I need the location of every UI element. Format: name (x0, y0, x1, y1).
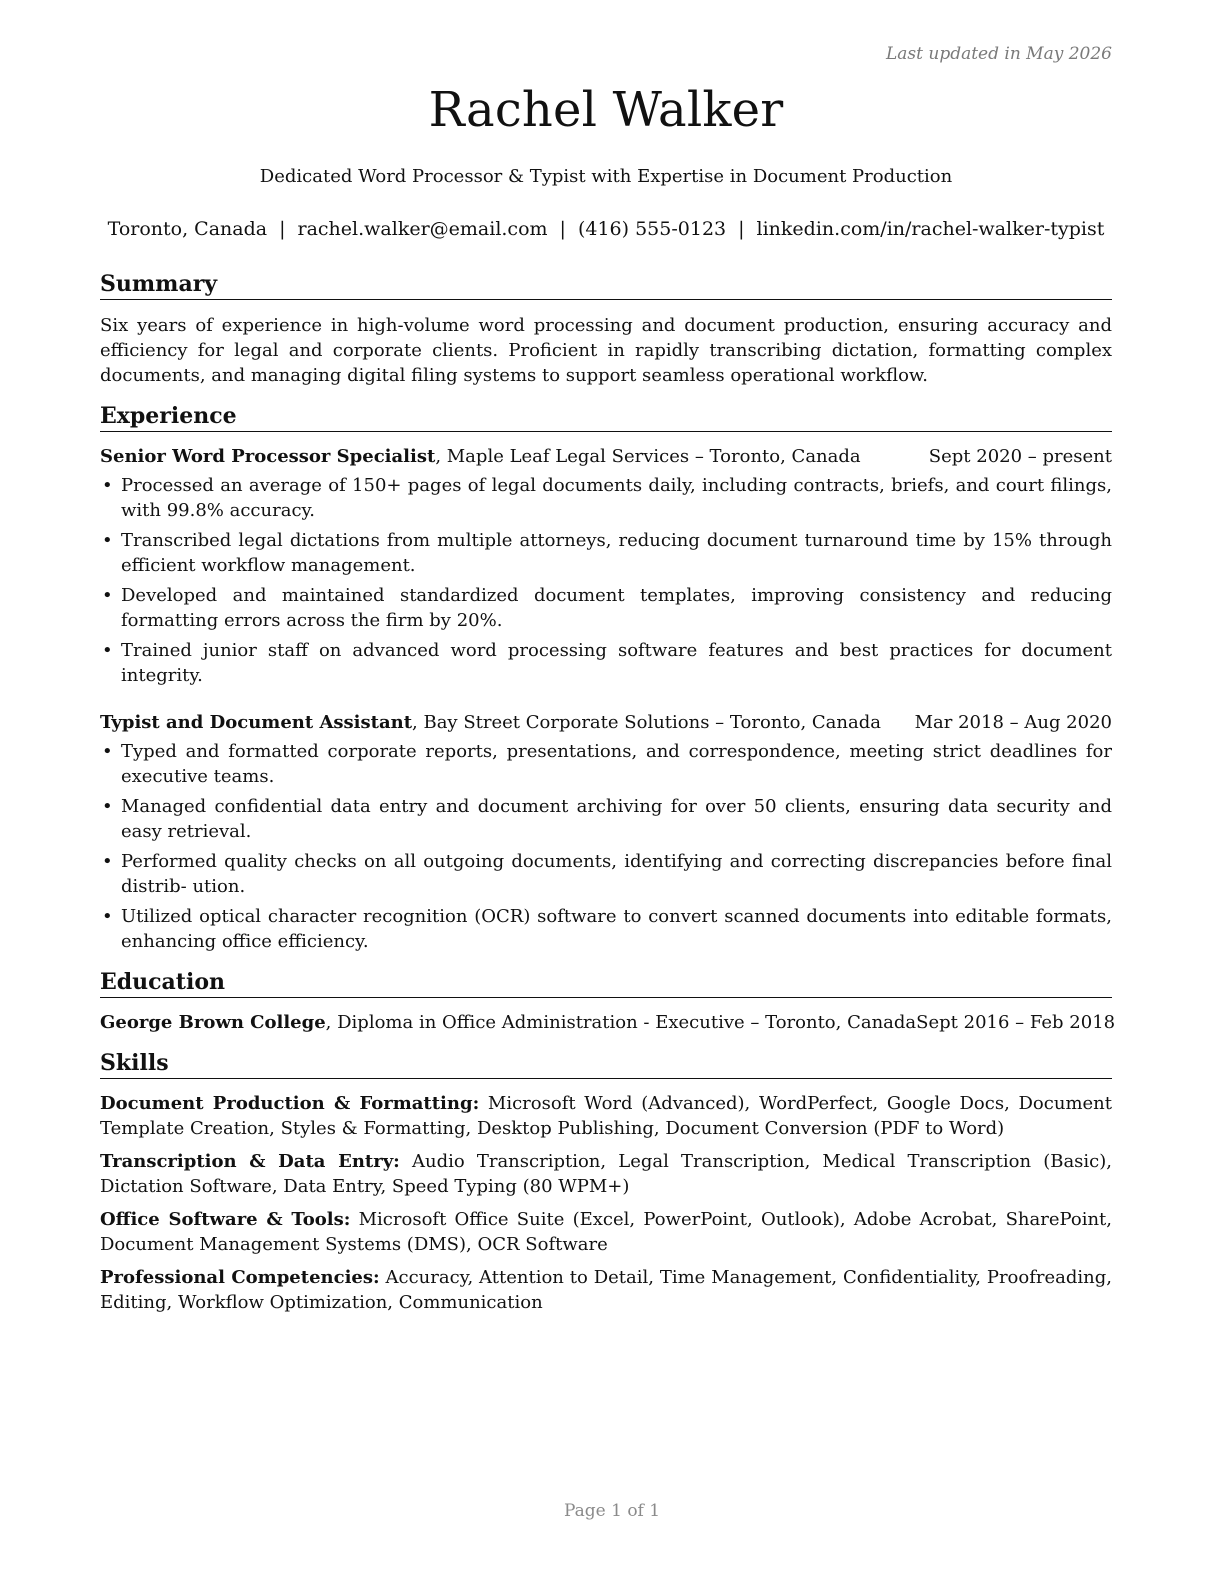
job-bullet (100, 473, 1112, 523)
job-bullets (100, 473, 1112, 688)
job-bullet-text: Performed quality checks on all outgoing documents, identifying and correcting discrepancies before final distrib- ution. (121, 851, 1112, 897)
page-number: Page 1 of 1 (563, 1501, 661, 1521)
job-organization: , Maple Leaf Legal Services – Toronto, Canada (435, 446, 861, 467)
job-bullet-text: Utilized optical character recognition (OCR) software to convert scanned documents into editable formats, enhancing office efficiency. (121, 906, 1112, 952)
skill-group-items: Accuracy, Attention to Detail, Time Management, Confidentiality, Proofreading, Editing, Workflow Optimization, Communication (100, 1267, 1112, 1313)
job-bullet-text: Typed and formatted corporate reports, presentations, and correspondence, meeting strict deadlines for executive teams. (121, 741, 1112, 787)
bullet-icon: • (102, 640, 113, 661)
skills-heading: Skills (100, 1049, 1112, 1079)
job-bullet-text: Managed confidential data entry and document archiving for over 50 clients, ensuring data security and easy retrieval. (121, 796, 1112, 842)
skill-group-label: Document Production & Formatting: (100, 1093, 480, 1114)
job-header (100, 444, 1112, 469)
skill-group-items: Microsoft Office Suite (Excel, PowerPoint, Outlook), Adobe Acrobat, SharePoint, Document Management Systems (DMS), OCR Software (100, 1209, 1112, 1255)
job-bullet (100, 849, 1112, 899)
bullet-icon: • (102, 475, 113, 496)
job-bullet-text: Processed an average of 150+ pages of legal documents daily, including contracts, briefs, and court filings, with 99.8% accuracy. (121, 475, 1112, 521)
bullet-icon: • (102, 741, 113, 762)
skill-group (100, 1149, 1112, 1199)
contact-separator: | (559, 218, 566, 240)
contact-separator: | (279, 218, 286, 240)
summary-heading: Summary (100, 270, 1112, 300)
job-role: Typist and Document Assistant (100, 712, 413, 733)
job-bullet (100, 583, 1112, 633)
bullet-icon: • (102, 851, 113, 872)
job-bullets (100, 739, 1112, 954)
resume-body (100, 270, 1116, 1315)
job-bullet-text: Developed and maintained standardized document templates, improving consistency and reducing formatting errors across the firm by 20%. (121, 585, 1112, 631)
job-bullet (100, 638, 1112, 688)
summary-section (100, 270, 1112, 388)
education-dates: Sept 2016 – Feb 2018 (916, 1012, 1116, 1033)
bullet-icon: • (102, 585, 113, 606)
job-bullet-text: Transcribed legal dictations from multiple attorneys, reducing document turnaround time by 15% through efficient workflow management. (121, 530, 1112, 576)
skills-section (100, 1049, 1112, 1315)
job-entry (100, 710, 1112, 954)
contact-linkedin-link[interactable]: linkedin.com/in/rachel-walker-typist (756, 218, 1105, 240)
bullet-icon: • (102, 530, 113, 551)
last-updated-note: Last updated in May 2026 (885, 44, 1112, 64)
job-bullet-text: Trained junior staff on advanced word processing software features and best practices for document integrity. (121, 640, 1112, 686)
contact-phone: (416) 555-0123 (577, 218, 727, 240)
summary-text: Six years of experience in high-volume word processing and document production, ensuring accuracy and efficiency for legal and corporate clients. Proficient in rapidly transcribing dictation, formatting complex documents, and managing digital filing systems to support seamless operational workflow. (100, 315, 1112, 386)
job-bullet (100, 739, 1112, 789)
skill-group (100, 1091, 1112, 1141)
contact-email-link[interactable]: rachel.walker@email.com (297, 218, 548, 240)
education-entry (100, 1010, 1116, 1035)
skill-group-label: Transcription & Data Entry: (100, 1151, 400, 1172)
job-bullet (100, 528, 1112, 578)
candidate-name: Rachel Walker (428, 82, 784, 138)
education-school: George Brown College (100, 1012, 326, 1033)
job-header (100, 710, 1112, 735)
contact-line (100, 218, 1112, 240)
education-section (100, 968, 1116, 1035)
contact-location: Toronto, Canada (107, 218, 268, 240)
job-bullet (100, 904, 1112, 954)
skill-group (100, 1207, 1112, 1257)
job-bullet (100, 794, 1112, 844)
job-entry (100, 444, 1112, 688)
skill-group-items: Audio Transcription, Legal Transcription, Medical Transcription (Basic), Dictation Software, Data Entry, Speed Typing (80 WPM+) (100, 1151, 1112, 1197)
skill-group-label: Office Software & Tools: (100, 1209, 351, 1230)
skill-group (100, 1265, 1112, 1315)
job-dates: Sept 2020 – present (928, 446, 1112, 467)
skill-group-label: Professional Competencies: (100, 1267, 380, 1288)
job-organization: , Bay Street Corporate Solutions – Toronto, Canada (412, 712, 881, 733)
skill-group-items: Microsoft Word (Advanced), WordPerfect, Google Docs, Document Template Creation, Styles & Formatting, Desktop Publishing, Document Conversion (PDF to Word) (100, 1093, 1112, 1139)
education-detail: , Diploma in Office Administration - Executive – Toronto, Canada (325, 1012, 917, 1033)
education-heading: Education (100, 968, 1112, 998)
job-dates: Mar 2018 – Aug 2020 (914, 712, 1112, 733)
bullet-icon: • (102, 906, 113, 927)
experience-section (100, 402, 1112, 954)
job-role: Senior Word Processor Specialist (100, 446, 436, 467)
contact-separator: | (738, 218, 745, 240)
candidate-tagline: Dedicated Word Processor & Typist with Expertise in Document Production (259, 166, 953, 187)
experience-heading: Experience (100, 402, 1112, 432)
bullet-icon: • (102, 796, 113, 817)
